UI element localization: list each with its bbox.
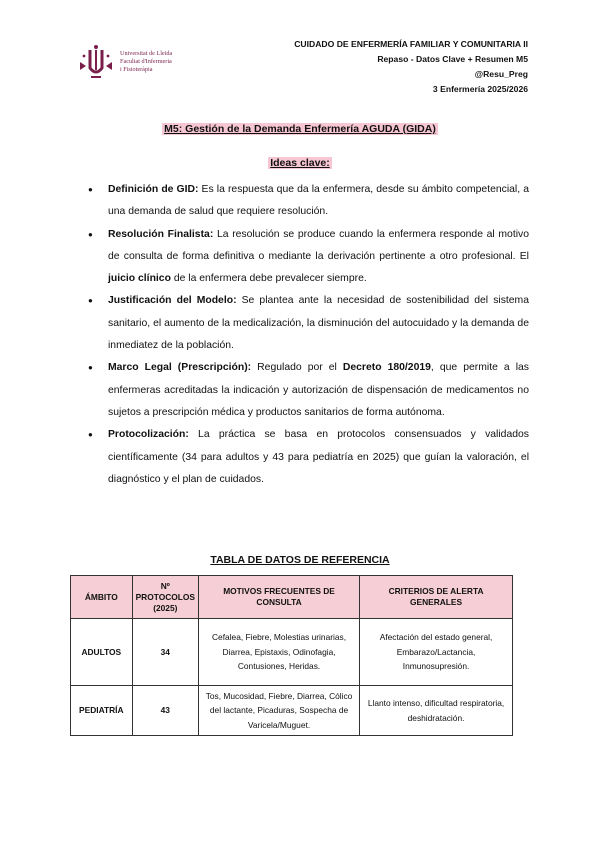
bullet-text: Regulado por el <box>251 362 343 374</box>
logo-line-1: Universitat de Lleida <box>120 50 173 57</box>
bullet-text: de la enfermera debe prevalecer siempre. <box>170 273 367 285</box>
logo-wordmark <box>120 50 172 74</box>
list-item <box>88 424 529 491</box>
bullet-text: Se plantea ante la necesidad de sostenibilidad del sistema sanitario, el aumento de la medicalización, la disminución del autocuidado y la demanda de inmediatez de la población. <box>108 295 529 352</box>
list-item <box>88 224 529 291</box>
page-title-wrap <box>0 119 600 137</box>
bullet-emphasis: juicio clínico <box>108 273 171 285</box>
list-item <box>88 290 529 357</box>
table-title-wrap <box>0 550 600 568</box>
page-title: M5: Gestión de la Demanda Enfermería AGUDA (GIDA) <box>164 123 436 135</box>
document-subtitle: Repaso - Datos Clave + Resumen M5 <box>377 54 528 64</box>
table-cell: Llanto intenso, dificultad respiratoria, deshidratación. <box>360 686 513 736</box>
logo-line-2: Facultat d'Infermeria <box>120 58 172 65</box>
ideas-heading-wrap <box>0 153 600 171</box>
bullet-text: , que permite a las enfermeras acreditadas la indicación y autorización de dispensación de medicamentos no sujetos a prescripción médica y productos sanitarios de forma autónoma. <box>108 362 529 418</box>
list-item <box>88 357 529 424</box>
table-cell: PEDIATRÍA <box>71 686 133 736</box>
column-header: Nº PROTOCOLOS (2025) <box>132 576 198 619</box>
table-cell: Tos, Mucosidad, Fiebre, Diarrea, Cólico del lactante, Picaduras, Sospecha de Varicela/Muguet. <box>199 686 360 736</box>
table-row <box>71 686 513 736</box>
table-cell: Cefalea, Fiebre, Molestias urinarias, Diarrea, Epistaxis, Odinofagia, Contusiones, Heridas. <box>199 619 360 686</box>
table-cell: 43 <box>132 686 198 736</box>
key-ideas-list <box>88 179 529 491</box>
column-header: ÁMBITO <box>71 576 133 619</box>
university-logo <box>76 42 196 82</box>
bullet-label: Protocolización: <box>108 429 189 441</box>
table-cell: ADULTOS <box>71 619 133 686</box>
list-item <box>88 179 529 224</box>
document-header <box>294 37 528 97</box>
bullet-label: Definición de GID: <box>108 184 199 195</box>
table-header-row <box>71 576 513 619</box>
table-cell: 34 <box>132 619 198 686</box>
logo-line-3: i Fisioteràpia <box>120 66 153 73</box>
university-crest-icon <box>76 42 116 82</box>
reference-data-table <box>70 575 513 736</box>
bullet-label: Resolución Finalista: <box>108 228 214 240</box>
bullet-text: Es la respuesta que da la enfermera, desde su ámbito competencial, a una demanda de salud que requiere resolución. <box>108 184 529 218</box>
bullet-label: Justificación del Modelo: <box>108 295 237 307</box>
table-cell: Afectación del estado general, Embarazo/Lactancia, Inmunosupresión. <box>360 619 513 686</box>
column-header: MOTIVOS FRECUENTES DE CONSULTA <box>199 576 360 619</box>
table-title: TABLA DE DATOS DE REFERENCIA <box>210 554 390 566</box>
bullet-text: La resolución se produce cuando la enfermera responde al motivo de consulta de forma definitiva o mediante la derivación pertinente a otro profesional. El <box>108 228 530 262</box>
column-header: CRITERIOS DE ALERTA GENERALES <box>360 576 513 619</box>
course-name: CUIDADO DE ENFERMERÍA FAMILIAR Y COMUNITARIA II <box>294 39 528 49</box>
bullet-emphasis: Decreto 180/2019 <box>342 362 431 374</box>
table-row <box>71 619 513 686</box>
ideas-heading: Ideas clave: <box>270 157 330 169</box>
author-handle: @Resu_Preg <box>474 69 528 79</box>
bullet-text: La práctica se basa en protocolos consensuados y validados científicamente (34 para adultos y 43 para pediatría en 2025) que guían la valoración, el diagnóstico y el plan de cuidados. <box>108 429 529 485</box>
bullet-label: Marco Legal (Prescripción): <box>108 362 252 374</box>
academic-year: 3 Enfermería 2025/2026 <box>432 84 528 94</box>
